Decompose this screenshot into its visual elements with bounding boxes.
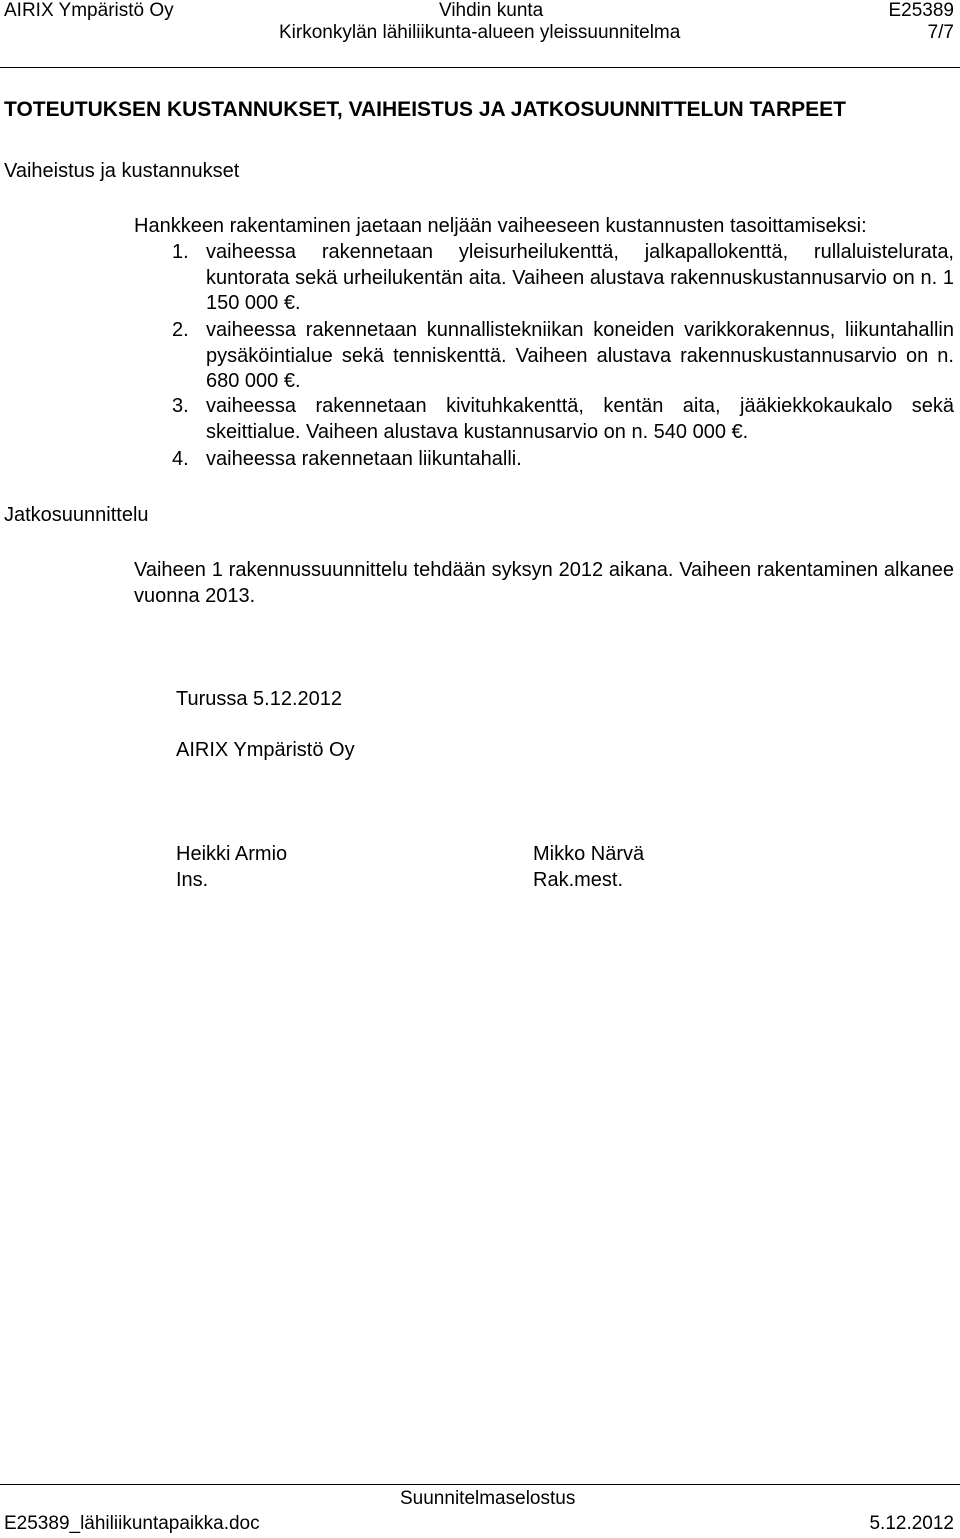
section-heading: TOTEUTUKSEN KUSTANNUKSET, VAIHEISTUS JA JATKOSUUNNITTELUN TARPEET [4,98,846,121]
header-project-code: E25389 [888,0,954,21]
footer-filename: E25389_lähiliikuntapaikka.doc [4,1513,260,1534]
footer-date: 5.12.2012 [869,1513,954,1534]
signature-company: AIRIX Ympäristö Oy [176,739,355,761]
header-page-number: 7/7 [927,22,954,43]
signer2-name: Mikko Närvä [533,843,645,865]
continuation-paragraph: Vaiheen 1 rakennussuunnittelu tehdään syksyn 2012 aikana. Vaiheen rakentaminen alkanee vuonna 2013. [134,559,954,607]
signer2-title: Rak.mest. [533,869,624,891]
signer1-name: Heikki Armio [176,843,288,865]
footer-divider [0,1484,960,1485]
subheading-phasing: Vaiheistus ja kustannukset [4,160,240,182]
phase-number: 4. [172,448,189,470]
header-company: AIRIX Ympäristö Oy [4,0,174,21]
header-divider [0,67,960,68]
place-date: Turussa 5.12.2012 [176,688,343,710]
subheading-continuation: Jatkosuunnittelu [4,504,149,526]
phase-number: 3. [172,395,189,417]
footer-doc-type: Suunnitelmaselostus [400,1488,576,1509]
header-client: Vihdin kunta [439,0,544,21]
phase-item-2 [172,318,954,395]
phase-item-4 [172,447,954,473]
header-title: Kirkonkylän lähiliikunta-alueen yleissuunnitelma [279,22,681,43]
phase-text: vaiheessa rakennetaan kunnallistekniikan koneiden varikkorakennus, liikuntahallin pysäköintialue sekä tenniskenttä. Vaiheen alustava rakennuskustannusarvio on n. 680 000 €. [206,319,954,392]
phase-text: vaiheessa rakennetaan kivituhkakenttä, kentän aita, jääkiekkokaukalo sekä skeittialue. Vaiheen alustava kustannusarvio on n. 540 000 €. [206,395,954,443]
phase-text: vaiheessa rakennetaan yleisurheilukenttä, jalkapallokenttä, rullaluistelurata, kuntorata sekä urheilukentän aita. Vaiheen alustava rakennuskustannusarvio on n. 1 150 000 €. [206,241,954,314]
phase-item-3 [172,394,954,445]
intro-paragraph: Hankkeen rakentaminen jaetaan neljään vaiheeseen kustannusten tasoittamiseksi: [134,215,867,237]
phase-item-1 [172,240,954,317]
phase-text: vaiheessa rakennetaan liikuntahalli. [206,448,522,470]
phase-number: 2. [172,319,189,341]
phase-number: 1. [172,241,189,263]
signer1-title: Ins. [176,869,209,891]
